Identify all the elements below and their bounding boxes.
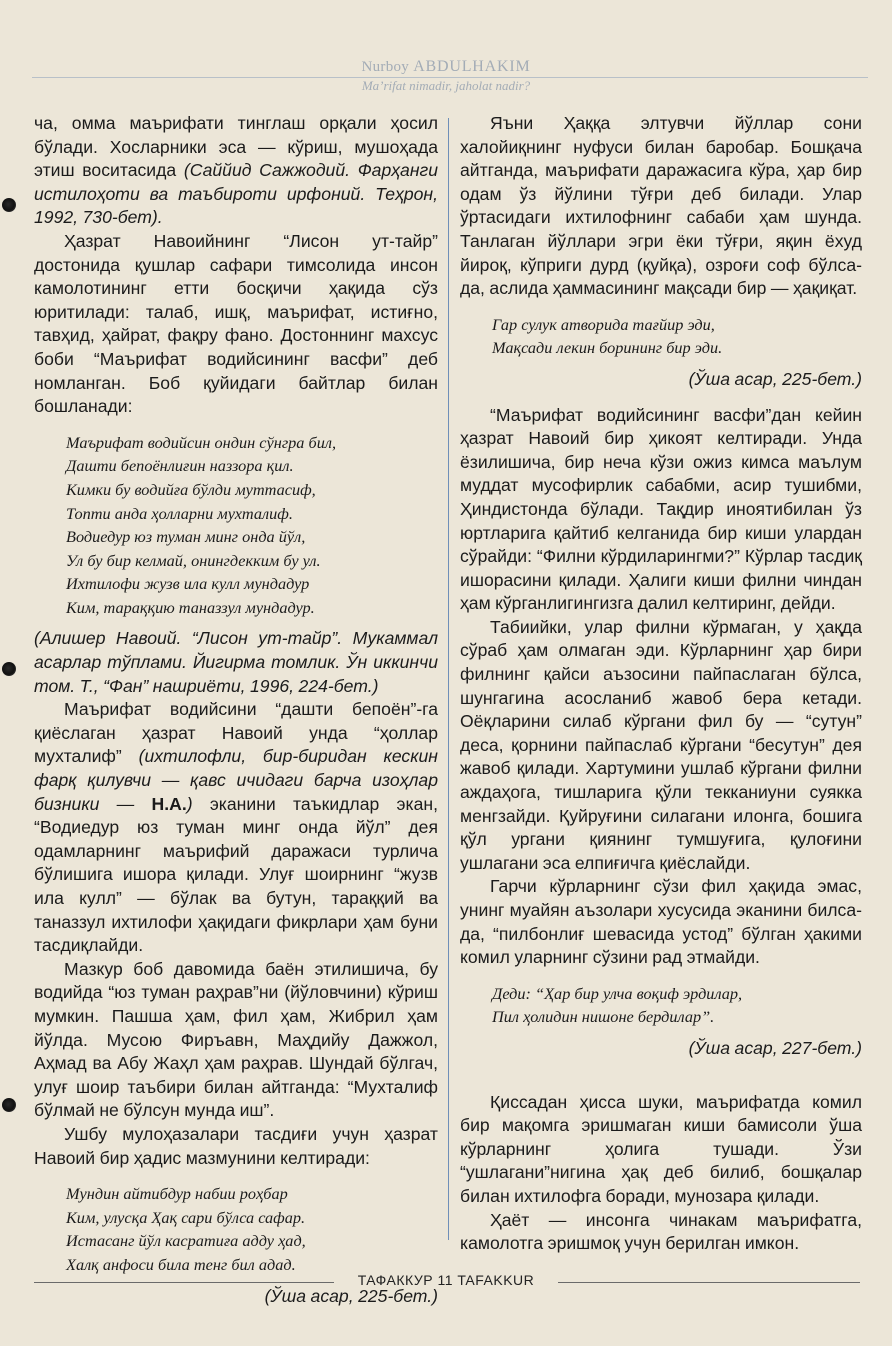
footer-rule-left [34,1282,334,1283]
author-first-name: Nurboy [361,59,410,75]
binder-hole-icon [2,198,16,212]
page-number: 11 [437,1272,453,1288]
verse-line: Водиедур юз туман минг онда йўл, [66,527,306,547]
paragraph: Ҳаёт — инсонга чинакам маърифатга, камолотга эришмоқ учун берилган имкон. [460,1209,862,1254]
verse-line: Деди: “Ҳар бир улча воқиф эрдилар, [492,983,743,1003]
verse-line: Гар сулук атворида тағйир эди, [492,314,715,334]
page-footer [340,1272,552,1288]
verse-block [492,982,862,1029]
source-reference: (Ўша асар, 225-бет.) [688,368,862,389]
paragraph: Мазкур боб давомида баён этилишича, бу водийда “юз туман раҳрав”ни (йўловчини) кўриш мумкин. Пашша ҳам, фил ҳам, Жибрил ҳам йўлда. Мусою Фиръавн, Маҳдийу Дажжол, Аҳмад ва Абу Жаҳл ҳам раҳрав. Шундай бўлгач, улуғ шоир таъбири билан айтганда: “Мухталиф бўлмай не бўлсун мунда иш”. [34,958,438,1121]
citation: (Алишер Навоий. “Лисон ут-тайр”. Мукаммал асарлар тўплами. Йигирма томлик. Ўн иккинчи том. Т., “Фан” нашриёти, 1996, 224-бет.) [34,628,438,696]
verse-block [492,313,862,360]
paragraph: “Маърифат водийсининг васфи”дан кейин ҳазрат Навоий бир ҳикоят келтиради. Унда ёзилишича, бир неча кўзи ожиз кимса маълум муддат мусофирлик сабабми, асир тушибми, Ҳиндистонда бўлади. Тақдир иноятибилан ўз юртларига қайтиб келганида бир киши улардан сўрайди: “Филни кўрдиларингми?” Кўрлар тасдиқ ишорасини қилади. Ҳалиги киши филни чиндан ҳам кўрганлигингизга далил келтиринг, дейди. [460,404,862,614]
paragraph-text: ча, омма маърифати тинглаш орқали ҳосил бўлади. Хосларники эса — кўриш, мушоҳада этиш воситасида [34,113,438,181]
verse-line: Пил ҳолидин нишоне бердилар”. [492,1007,715,1027]
author-last-name: ABDULHAKIM [413,58,531,75]
author-initials: Н.А. [151,793,187,814]
paragraph: Гарчи кўрларнинг сўзи фил ҳақида эмас, унинг муайян аъзолари хусусида эканини билса-да, “пилбонлиғ шевасида устод” бўлган ҳакими комил уларнинг сўзини рад этмайди. [460,876,862,968]
verse-line: Топти анда ҳолларни мухталиф. [66,503,293,523]
paragraph: Табиийки, улар филни кўрмаган, у ҳақда сўраб ҳам олмаган эди. Кўрларнинг ҳар бири филнинг қайси аъзосини пайпаслаган бўлса, шунгагина асосланиб жавоб бера кетади. Оёқларини силаб кўргани фил бу — “сутун” деса, қорнини пайпаслаб кўргани “бесутун” дея жавоб қилади. Хартумини ушлаб кўргани филни аждаҳога, тишларига қўли текканиуни суякка менгзайди. Қуйруғини силагани илонга, бошига қўл ургани қиянинг тумшуғига, қулоғини ушлагани эса елпиғичга қиёслайди. [460,616,862,873]
verse-line: Мундин айтибдур набии роҳбар [66,1184,288,1204]
source-reference: (Ўша асар, 227-бет.) [688,1037,862,1058]
journal-name-cyrillic: ТАФАККУР [357,1272,434,1288]
running-header-author [0,58,892,76]
paragraph [34,112,438,230]
verse-line: Ким, улусқа Ҳақ сари бўлса сафар. [66,1207,306,1227]
paragraph: Ҳазрат Навоийнинг “Лисон ут-тайр” достонида қушлар сафари тимсолида инсон камолотининг етти босқичи ҳақида сўз юритилади: талаб, ишқ, маърифат, истиғно, тавҳид, ҳайрат, фақру фано. Достоннинг махсус боби “Маърифат водийсининг васфи” деб номланган. Боб қуйидаги байтлар билан бошланади: [34,230,438,417]
verse-line: Ихтилофи жузв ила кулл мундадур [66,574,310,594]
binder-hole-icon [2,662,16,676]
left-column [34,112,438,1320]
inline-note-close: ) [186,793,193,814]
source-reference: (Ўша асар, 225-бет.) [264,1285,438,1306]
verse-line: Маърифат водийсин ондин сўнгра бил, [66,432,337,452]
paragraph: Яъни Ҳаққа элтувчи йўллар сони халойиқнинг нуфуси билан баробар. Бошқача айтганда, маърифати даражасига кўра, ҳар бир одам ўз йўлини тўғри деб билади. Улар ўртасидаги ихтилофнинг сабаби ҳам шунда. Танлаган йўллари эгри ёки тўғри, яқин ёхуд йироқ, кўприги дурд (қуйқа), озроғи соф бўлса-да, аслида ҳаммасининг мақсади бир — ҳақиқат. [460,113,862,299]
verse-line: Ул бу бир келмай, онингдекким бу ул. [66,550,321,570]
paragraph: Қиссадан ҳисса шуки, маърифатда комил бир мақомга эришмаган киши бамисоли ўша кўрларнинг ҳолига тушади. Ўзи “ушлагани”нигина ҳақ деб билиб, бошқалар билан ихтилофга боради, мунозара қилади. [460,1091,862,1206]
verse-block [66,1182,438,1276]
running-header-title: Ma’rifat nimadir, jaholat nadir? [361,78,531,93]
verse-line: Дашти бепоёнлиғин наззора қил. [66,456,294,476]
spacer [460,1073,862,1091]
verse-line: Халқ анфоси била тенг бил адад. [66,1254,296,1274]
verse-line: Истасанг йўл касратиға адду ҳад, [66,1231,306,1251]
column-divider [448,118,449,1240]
journal-name-latin: TAFAKKUR [457,1272,535,1288]
verse-line: Мақсади лекин борининг бир эди. [492,338,723,358]
right-column [460,112,862,1256]
paragraph-text: Маърифат водийсини “дашти бепоён”-га қиёслаган ҳазрат Навоий унда “ҳоллар мухталиф” [34,699,438,767]
inline-note: (ихтилофли, бир-биридан кескин фарқ қилувчи — қавс ичидаги барча изоҳлар бизники — [34,746,438,814]
verse-line: Кимки бу водийға бўлди муттасиф, [66,479,316,499]
paragraph: Ушбу мулоҳазалари тасдиғи учун ҳазрат Навоий бир ҳадис мазмунини келтиради: [34,1123,438,1168]
inline-citation: (Саййид Сажжодий. Фарҳанги истилоҳоти ва таъбироти ирфоний. Теҳрон, 1992, 730-бет). [34,160,438,228]
footer-rule-right [558,1282,860,1283]
paragraph-text: эканини таъкидлар экан, “Водиедур юз туман минг онда йўл” дея одамларнинг маърифий даражаси турлича бўлишига ишора қилади. Улуғ шоирнинг “жузв ила кулл” — бўлак ва бутун, тараққий ва таназзул ихтилофи ҳақидаги фикрлари ҳам буни тасдиқлайди. [34,793,438,956]
verse-block [66,431,438,620]
verse-line: Ким, тараққию таназзул мундадур. [66,597,315,617]
binder-hole-icon [2,1098,16,1112]
paragraph [34,698,438,958]
